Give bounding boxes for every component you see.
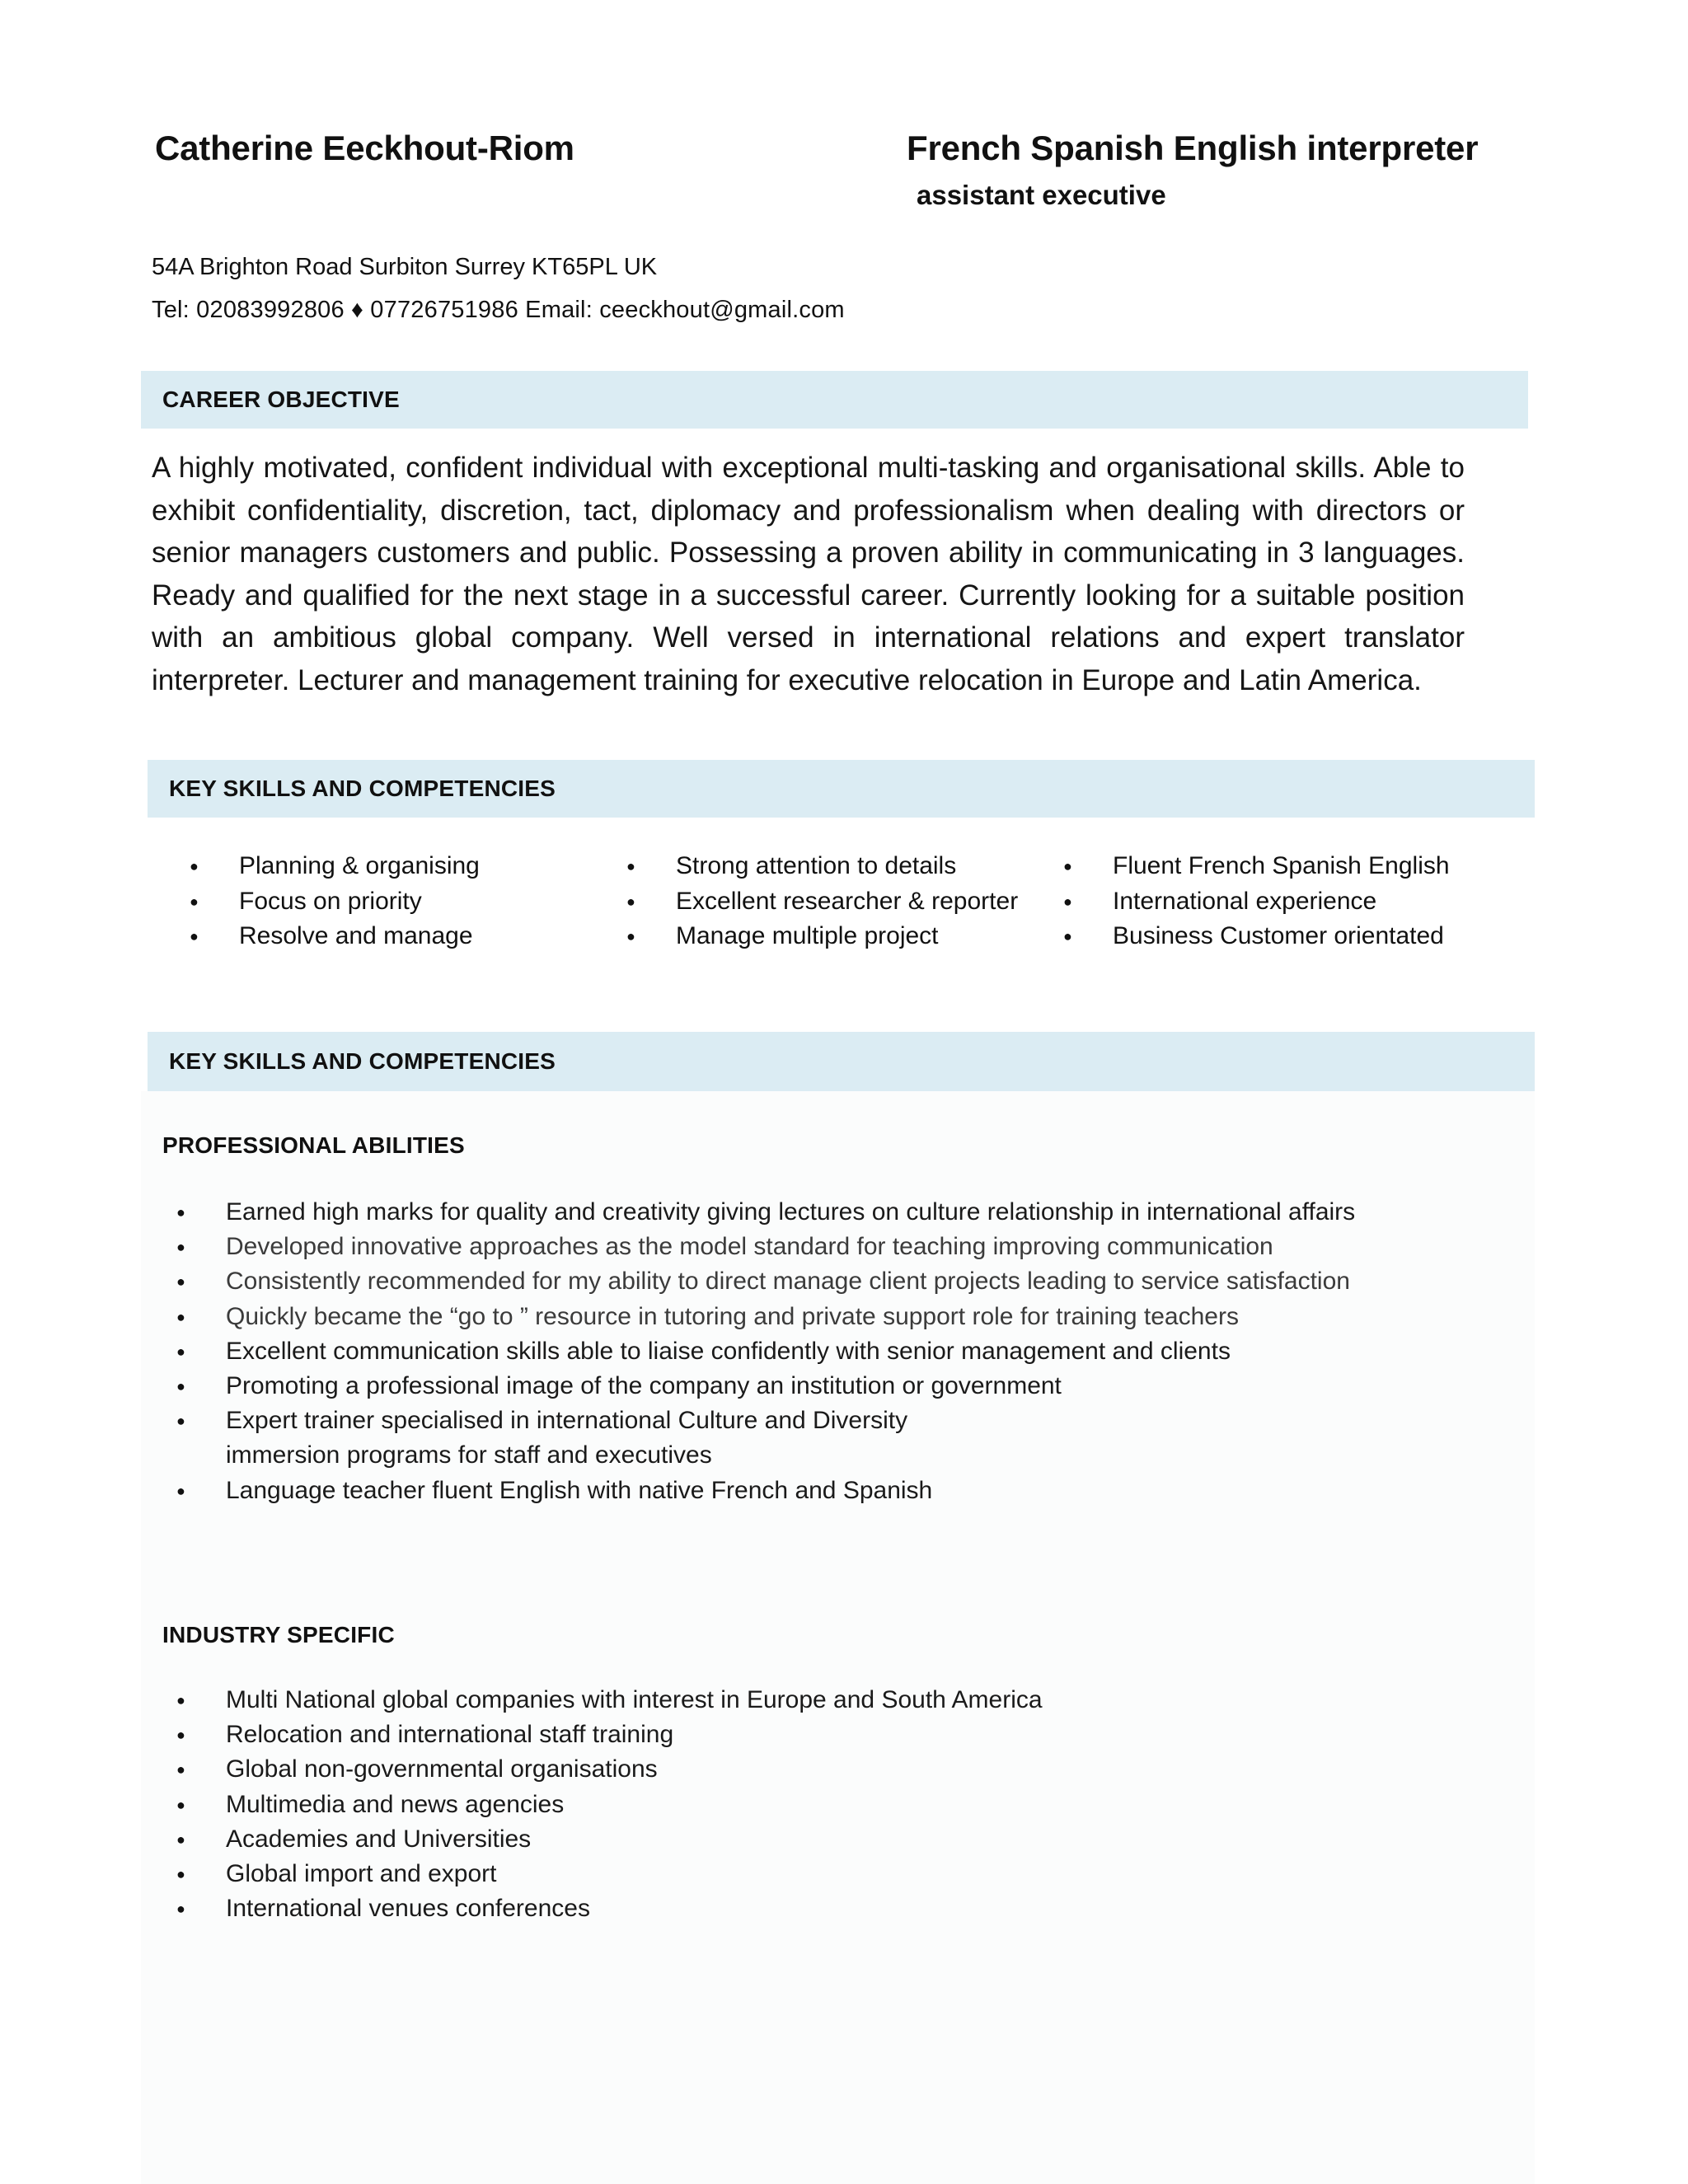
key-skills-heading: KEY SKILLS AND COMPETENCIES <box>169 776 556 801</box>
skill-item: ● Manage multiple project <box>626 919 1063 954</box>
industry-specific-heading: INDUSTRY SPECIFIC <box>162 1622 395 1647</box>
list-item: ● Global non-governmental organisations <box>173 1752 1459 1787</box>
skill-item: ● Strong attention to details <box>626 849 1063 884</box>
skill-item: ● Fluent French Spanish English <box>1063 849 1508 884</box>
list-item: ● Academies and Universities <box>173 1822 1459 1857</box>
career-objective-heading: CAREER OBJECTIVE <box>162 387 400 412</box>
skill-item: ● Resolve and manage <box>190 919 626 954</box>
skills-column-2 <box>626 849 1063 954</box>
list-item: ● Promoting a professional image of the company an institution or government <box>173 1369 1459 1404</box>
list-item: ● Earned high marks for quality and creativity giving lectures on culture relationship in international affairs <box>173 1195 1459 1230</box>
skills-column-3 <box>1063 849 1508 954</box>
professional-abilities-list <box>173 1195 1459 1508</box>
list-item: ● Multi National global companies with interest in Europe and South America <box>173 1683 1459 1718</box>
career-objective-text: A highly motivated, confident individual with exceptional multi-tasking and organisational skills. Able to exhibit confidentiality, discretion, tact, diplomacy and professionalism when dealing with directors or senior managers customers and public. Possessing a proven ability in communicating in 3 languages. Ready and qualified for the next stage in a successful career. Currently looking for a suitable position with an ambitious global company. Well versed in international relations and expert translator interpreter. Lecturer and management training for executive relocation in Europe and Latin America. <box>152 452 1465 696</box>
candidate-name: Catherine Eeckhout-Riom <box>155 129 574 167</box>
address: 54A Brighton Road Surbiton Surrey KT65PL UK <box>152 254 658 280</box>
role-subtitle: assistant executive <box>917 180 1166 210</box>
list-item: ● Language teacher fluent English with native French and Spanish <box>173 1474 1459 1508</box>
key-skills-bar-2 <box>148 1032 1535 1091</box>
career-objective-bar <box>141 371 1528 429</box>
list-item: ● Developed innovative approaches as the model standard for teaching improving communication <box>173 1230 1459 1264</box>
skill-item: ● Focus on priority <box>190 884 626 920</box>
contact-line: Tel: 02083992806 ♦ 07726751986 Email: ceeckhout@gmail.com <box>152 297 845 323</box>
list-item: ● Expert trainer specialised in international Culture and Diversity immersion programs for staff and executives <box>173 1404 1459 1473</box>
list-item: ● Global import and export <box>173 1857 1459 1891</box>
skill-item: ● Excellent researcher & reporter <box>626 884 1063 920</box>
role-title: French Spanish English interpreter <box>907 129 1479 167</box>
key-skills-columns <box>190 849 1508 954</box>
list-item: ● Relocation and international staff training <box>173 1718 1459 1752</box>
list-item: ● Consistently recommended for my ability to direct manage client projects leading to service satisfaction <box>173 1264 1459 1299</box>
key-skills-heading-2: KEY SKILLS AND COMPETENCIES <box>169 1048 556 1074</box>
skill-item: ● Business Customer orientated <box>1063 919 1508 954</box>
list-item: ● Multimedia and news agencies <box>173 1788 1459 1822</box>
list-item: ● Quickly became the “go to ” resource in tutoring and private support role for training teachers <box>173 1300 1459 1334</box>
skill-item: ● Planning & organising <box>190 849 626 884</box>
skill-item: ● International experience <box>1063 884 1508 920</box>
list-item: ● Excellent communication skills able to liaise confidently with senior management and clients <box>173 1334 1459 1369</box>
skills-column-1 <box>190 849 626 954</box>
industry-specific-list <box>173 1683 1459 1926</box>
key-skills-bar <box>148 760 1535 818</box>
list-item: ● International venues conferences <box>173 1891 1459 1926</box>
professional-abilities-heading: PROFESSIONAL ABILITIES <box>162 1132 465 1158</box>
